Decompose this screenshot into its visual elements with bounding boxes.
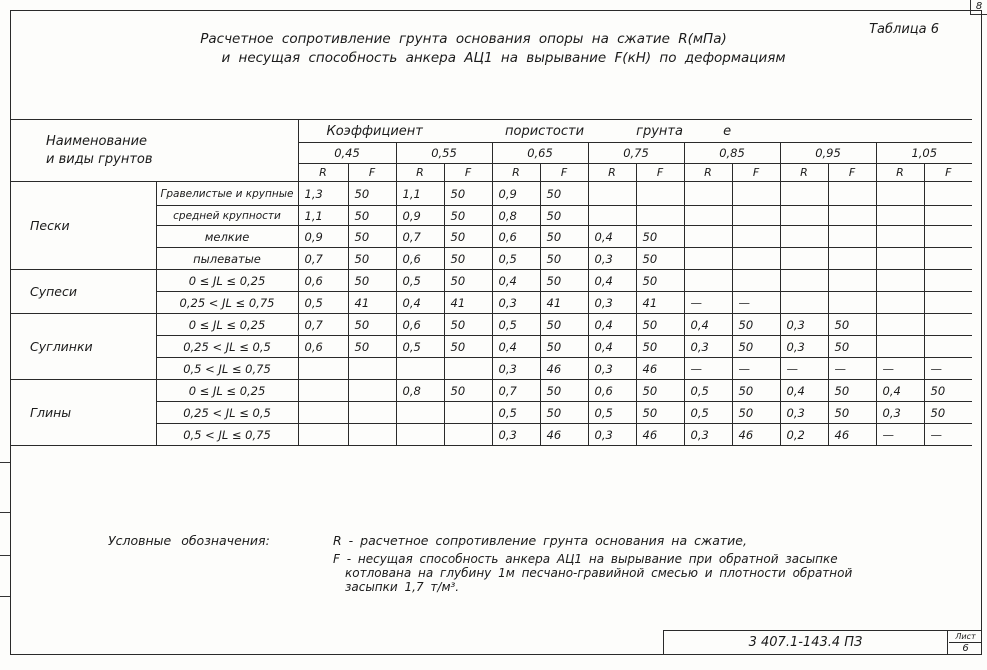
r-value-cell: 1,3 — [298, 182, 348, 206]
table-title — [0, 30, 987, 68]
f-label: F — [732, 164, 780, 182]
r-value-cell: 0,3 — [492, 358, 540, 380]
r-value-cell: 0,3 — [492, 292, 540, 314]
f-value-cell — [828, 182, 876, 206]
f-value-cell — [924, 292, 972, 314]
f-value-cell — [636, 182, 684, 206]
r-value-cell: 0,8 — [492, 206, 540, 226]
f-value-cell — [828, 292, 876, 314]
f-value-cell: 50 — [348, 314, 396, 336]
f-value-cell — [444, 402, 492, 424]
r-value-cell: 0,4 — [588, 226, 636, 248]
f-value-cell — [444, 358, 492, 380]
title-line-1: Расчетное сопротивление грунта основания опоры на сжатие R(мПа) — [200, 31, 727, 47]
r-value-cell — [298, 358, 348, 380]
r-value-cell: 0,3 — [684, 424, 732, 446]
r-value-cell — [684, 206, 732, 226]
r-value-cell: 0,7 — [492, 380, 540, 402]
f-value-cell: 50 — [828, 314, 876, 336]
f-value-cell — [732, 226, 780, 248]
f-value-cell — [924, 270, 972, 292]
r-value-cell — [876, 226, 924, 248]
f-value-cell: 41 — [636, 292, 684, 314]
r-value-cell — [780, 248, 828, 270]
f-value-cell: 41 — [348, 292, 396, 314]
r-value-cell — [298, 380, 348, 402]
legend-r-definition: R - расчетное сопротивление грунта основания на сжатие, — [333, 533, 747, 548]
f-label: F — [540, 164, 588, 182]
f-value-cell: 46 — [540, 424, 588, 446]
r-label: R — [492, 164, 540, 182]
f-value-cell — [636, 206, 684, 226]
f-value-cell: — — [828, 358, 876, 380]
soil-subtype: 0,25 < JL ≤ 0,5 — [156, 336, 298, 358]
f-value-cell: 50 — [444, 380, 492, 402]
soil-subtype: пылеватые — [156, 248, 298, 270]
f-value-cell — [348, 424, 396, 446]
soil-subtype: 0 ≤ JL ≤ 0,25 — [156, 380, 298, 402]
r-value-cell — [876, 206, 924, 226]
soil-subtype: 0,25 < JL ≤ 0,75 — [156, 292, 298, 314]
f-value-cell: 50 — [732, 380, 780, 402]
r-value-cell: 0,6 — [396, 314, 444, 336]
r-label: R — [684, 164, 732, 182]
legend-f-definition — [333, 552, 852, 594]
f-value-cell: 50 — [540, 380, 588, 402]
r-value-cell — [876, 182, 924, 206]
f-value-cell: 50 — [540, 206, 588, 226]
f-value-cell: — — [732, 292, 780, 314]
r-value-cell: 0,7 — [298, 248, 348, 270]
r-value-cell: 0,5 — [684, 402, 732, 424]
f-value-cell — [732, 248, 780, 270]
r-value-cell: 0,4 — [396, 292, 444, 314]
r-value-cell: 0,9 — [396, 206, 444, 226]
f-value-cell — [732, 182, 780, 206]
f-value-cell: 50 — [540, 270, 588, 292]
f-value-cell: 50 — [636, 336, 684, 358]
r-value-cell: 0,3 — [780, 402, 828, 424]
r-label: R — [780, 164, 828, 182]
r-label: R — [396, 164, 444, 182]
r-value-cell — [876, 336, 924, 358]
f-label: F — [828, 164, 876, 182]
r-value-cell — [876, 314, 924, 336]
r-value-cell: 0,4 — [492, 270, 540, 292]
f-value-cell — [732, 270, 780, 292]
e-value: 0,85 — [684, 143, 780, 164]
r-value-cell: 0,7 — [298, 314, 348, 336]
f-value-cell: 50 — [348, 182, 396, 206]
f-value-cell — [348, 358, 396, 380]
r-value-cell: 0,3 — [492, 424, 540, 446]
f-value-cell: 46 — [828, 424, 876, 446]
r-value-cell: 0,4 — [588, 270, 636, 292]
e-value: 1,05 — [876, 143, 972, 164]
corner-sheet-number: 8 — [970, 0, 987, 15]
r-value-cell: 0,5 — [684, 380, 732, 402]
f-value-cell — [348, 402, 396, 424]
f-value-cell: 50 — [732, 402, 780, 424]
f-value-cell — [828, 226, 876, 248]
f-value-cell: — — [732, 358, 780, 380]
f-value-cell — [828, 248, 876, 270]
soil-subtype: 0 ≤ JL ≤ 0,25 — [156, 314, 298, 336]
r-value-cell: 0,6 — [588, 380, 636, 402]
r-value-cell: — — [684, 292, 732, 314]
sheet-number: 6 — [962, 643, 969, 654]
sheet-label: Лист — [949, 631, 982, 643]
r-label: R — [298, 164, 348, 182]
e-value: 0,65 — [492, 143, 588, 164]
f-value-cell: — — [924, 424, 972, 446]
f-label: F — [348, 164, 396, 182]
f-value-cell: 50 — [444, 248, 492, 270]
f-value-cell: 50 — [444, 226, 492, 248]
table-row — [10, 182, 972, 206]
r-value-cell: 0,3 — [684, 336, 732, 358]
f-value-cell — [444, 424, 492, 446]
r-value-cell: 1,1 — [298, 206, 348, 226]
f-value-cell: 50 — [636, 248, 684, 270]
f-value-cell: 50 — [348, 248, 396, 270]
r-value-cell: — — [684, 358, 732, 380]
r-value-cell — [396, 358, 444, 380]
r-value-cell — [684, 182, 732, 206]
r-value-cell — [298, 424, 348, 446]
r-value-cell — [780, 292, 828, 314]
r-value-cell — [684, 226, 732, 248]
r-value-cell: 0,4 — [780, 380, 828, 402]
f-value-cell: 50 — [348, 206, 396, 226]
f-value-cell: 50 — [636, 226, 684, 248]
f-value-cell: 50 — [636, 380, 684, 402]
f-value-cell: 50 — [636, 402, 684, 424]
r-value-cell — [780, 206, 828, 226]
r-value-cell: — — [876, 358, 924, 380]
f-value-cell — [828, 270, 876, 292]
f-value-cell: 50 — [444, 336, 492, 358]
r-value-cell — [588, 206, 636, 226]
f-value-cell: 50 — [828, 380, 876, 402]
f-value-cell: — — [924, 358, 972, 380]
e-value: 0,55 — [396, 143, 492, 164]
soil-resistance-table — [10, 119, 972, 446]
soil-group-name: Супеси — [10, 270, 156, 314]
r-value-cell: 0,9 — [492, 182, 540, 206]
f-value-cell: 50 — [924, 380, 972, 402]
r-value-cell: 0,5 — [396, 336, 444, 358]
r-value-cell — [684, 248, 732, 270]
r-value-cell: 0,3 — [588, 292, 636, 314]
f-value-cell: 46 — [732, 424, 780, 446]
r-value-cell: 0,5 — [492, 314, 540, 336]
r-value-cell — [876, 292, 924, 314]
r-value-cell: 0,9 — [298, 226, 348, 248]
r-value-cell: 0,5 — [492, 248, 540, 270]
f-label: F — [924, 164, 972, 182]
r-value-cell: 0,4 — [492, 336, 540, 358]
f-value-cell: 46 — [540, 358, 588, 380]
r-value-cell: 0,4 — [684, 314, 732, 336]
soil-group-name: Глины — [10, 380, 156, 446]
r-value-cell — [298, 402, 348, 424]
table-label: Таблица 6 — [869, 22, 939, 37]
f-value-cell — [924, 182, 972, 206]
r-value-cell: 0,3 — [588, 424, 636, 446]
r-value-cell — [684, 270, 732, 292]
r-value-cell: 0,3 — [588, 358, 636, 380]
e-value: 0,45 — [298, 143, 396, 164]
r-value-cell — [588, 182, 636, 206]
r-value-cell — [780, 182, 828, 206]
r-value-cell: 1,1 — [396, 182, 444, 206]
f-value-cell: 50 — [924, 402, 972, 424]
f-value-cell: 50 — [540, 248, 588, 270]
f-value-cell: 50 — [540, 182, 588, 206]
r-value-cell — [780, 270, 828, 292]
title-line-2: и несущая способность анкера АЦ1 на вырывание F(кН) по деформациям — [221, 50, 786, 66]
r-value-cell: 0,3 — [588, 248, 636, 270]
soil-subtype: 0,25 < JL ≤ 0,5 — [156, 402, 298, 424]
r-value-cell — [780, 226, 828, 248]
f-value-cell: 50 — [540, 402, 588, 424]
f-value-cell: 50 — [444, 270, 492, 292]
legend-f-line3: засыпки 1,7 т/м³. — [345, 580, 460, 594]
legend-f-line2: котлована на глубину 1м песчано-гравийной смесью и плотности обратной — [345, 566, 853, 580]
sheet-box — [949, 631, 982, 655]
soil-name-header — [10, 120, 298, 182]
soil-subtype: 0,5 < JL ≤ 0,75 — [156, 358, 298, 380]
f-value-cell: 50 — [540, 226, 588, 248]
f-value-cell — [828, 206, 876, 226]
r-value-cell — [876, 270, 924, 292]
soil-name-header-line2: и виды грунтов — [46, 151, 153, 167]
table-row — [10, 314, 972, 336]
table-body — [10, 182, 972, 446]
soil-subtype: мелкие — [156, 226, 298, 248]
r-value-cell: 0,5 — [298, 292, 348, 314]
r-value-cell: 0,5 — [492, 402, 540, 424]
f-value-cell — [924, 226, 972, 248]
soil-group-name: Суглинки — [10, 314, 156, 380]
r-label: R — [876, 164, 924, 182]
r-value-cell: 0,6 — [298, 336, 348, 358]
f-value-cell: 50 — [732, 336, 780, 358]
soil-subtype: средней крупности — [156, 206, 298, 226]
f-value-cell: 50 — [540, 314, 588, 336]
document-code: 3 407.1-143.4 ПЗ — [664, 631, 948, 655]
table-row — [10, 270, 972, 292]
r-value-cell: 0,6 — [298, 270, 348, 292]
f-value-cell — [924, 206, 972, 226]
f-value-cell — [924, 314, 972, 336]
f-value-cell: 41 — [540, 292, 588, 314]
soil-subtype: Гравелистые и крупные — [156, 182, 298, 206]
legend-title: Условные обозначения: — [108, 533, 270, 548]
r-label: R — [588, 164, 636, 182]
f-value-cell: 50 — [348, 336, 396, 358]
r-value-cell: 0,3 — [780, 336, 828, 358]
r-value-cell: 0,3 — [876, 402, 924, 424]
f-value-cell: 41 — [444, 292, 492, 314]
table-row — [10, 380, 972, 402]
f-value-cell — [732, 206, 780, 226]
r-value-cell: — — [780, 358, 828, 380]
soil-subtype: 0,5 < JL ≤ 0,75 — [156, 424, 298, 446]
f-value-cell: 50 — [444, 182, 492, 206]
f-value-cell: 46 — [636, 358, 684, 380]
e-value: 0,75 — [588, 143, 684, 164]
r-value-cell: 0,6 — [492, 226, 540, 248]
legend-f-line1: F - несущая способность анкера АЦ1 на вырывание при обратной засыпке — [333, 552, 838, 566]
soil-subtype: 0 ≤ JL ≤ 0,25 — [156, 270, 298, 292]
f-value-cell: 50 — [444, 314, 492, 336]
r-value-cell: 0,4 — [876, 380, 924, 402]
e-value: 0,95 — [780, 143, 876, 164]
f-label: F — [444, 164, 492, 182]
r-value-cell: 0,4 — [588, 314, 636, 336]
title-block-stamp — [663, 630, 982, 655]
r-value-cell: 0,3 — [780, 314, 828, 336]
r-value-cell: 0,6 — [396, 248, 444, 270]
r-value-cell: 0,4 — [588, 336, 636, 358]
porosity-coefficient-header: Коэффициент пористости грунта е — [298, 120, 972, 143]
soil-group-name: Пески — [10, 182, 156, 270]
f-value-cell — [924, 248, 972, 270]
f-label: F — [636, 164, 684, 182]
r-value-cell: 0,7 — [396, 226, 444, 248]
f-value-cell: 50 — [828, 336, 876, 358]
r-value-cell — [396, 424, 444, 446]
f-value-cell — [348, 380, 396, 402]
f-value-cell: 50 — [444, 206, 492, 226]
r-value-cell — [876, 248, 924, 270]
f-value-cell: 50 — [732, 314, 780, 336]
f-value-cell: 50 — [348, 270, 396, 292]
f-value-cell — [924, 336, 972, 358]
f-value-cell: 50 — [540, 336, 588, 358]
f-value-cell: 46 — [636, 424, 684, 446]
r-value-cell: 0,8 — [396, 380, 444, 402]
soil-name-header-line1: Наименование — [46, 133, 148, 149]
r-value-cell — [396, 402, 444, 424]
r-value-cell: — — [876, 424, 924, 446]
f-value-cell: 50 — [636, 270, 684, 292]
f-value-cell: 50 — [828, 402, 876, 424]
r-value-cell: 0,5 — [396, 270, 444, 292]
r-value-cell: 0,2 — [780, 424, 828, 446]
f-value-cell: 50 — [636, 314, 684, 336]
r-value-cell: 0,5 — [588, 402, 636, 424]
f-value-cell: 50 — [348, 226, 396, 248]
